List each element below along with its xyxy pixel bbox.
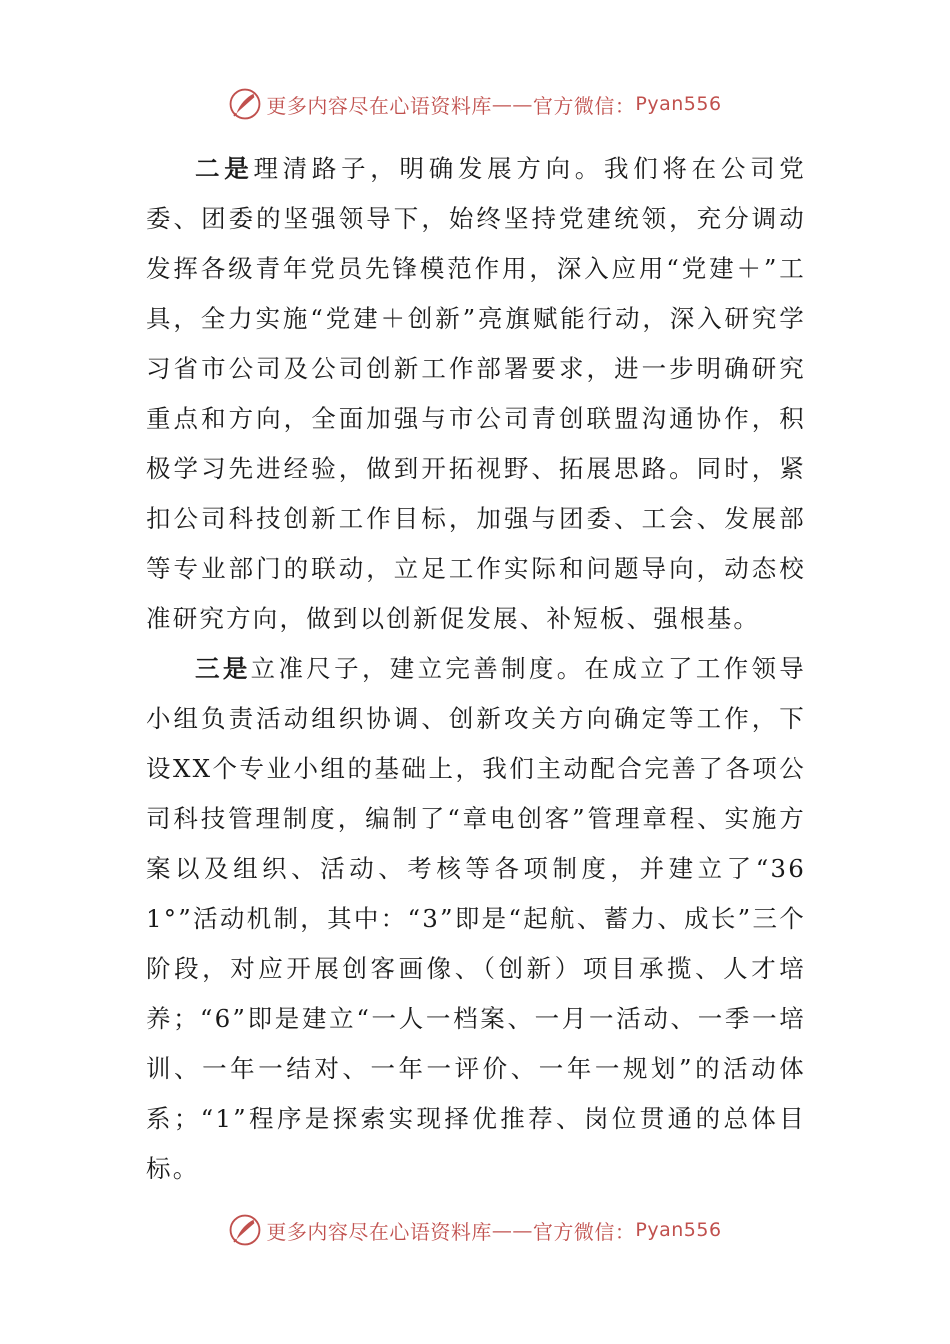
paragraph-1-text: 理清路子，明确发展方向。我们将在公司党委、团委的坚强领导下，始终坚持党建统领，充分调动发挥各级青年党员先锋模范作用，深入应用“党建＋”工具，全力实施“党建＋创新”亮旗赋能行动，深入研究学习省市公司及公司创新工作部署要求，进一步明确研究重点和方向，全面加强与市公司青创联盟沟通协作，积极学习先进经验，做到开拓视野、拓展思路。同时，紧扣公司科技创新工作目标，加强与团委、工会、发展部等专业部门的联动，立足工作实际和问题导向，动态校准研究方向，做到以创新促发展、补短板、强根基。: [146, 154, 806, 633]
watermark-brand: 更多内容尽在心语资料库: [266, 93, 492, 118]
paragraph-2-text: 立准尺子，建立完善制度。在成立了工作领导小组负责活动组织协调、创新攻关方向确定等工作，下设XX个专业小组的基础上，我们主动配合完善了各项公司科技管理制度，编制了“章电创客”管理章程、实施方案以及组织、活动、考核等各项制度，并建立了“361°”活动机制，其中：“3”即是“起航、蓄力、成长”三个阶段，对应开展创客画像、（创新）项目承揽、人才培养；“6”即是建立“一人一档案、一月一活动、一季一培训、一年一结对、一年一评价、一年一规划”的活动体系；“1”程序是探索实现择优推荐、岗位贯通的总体目标。: [146, 654, 807, 1183]
paragraph-1: [146, 144, 806, 644]
watermark-separator: ——: [491, 1218, 533, 1242]
paragraph-1-lead: 二是: [195, 154, 254, 183]
paragraph-2: [146, 644, 806, 1194]
quill-logo-icon: [228, 1213, 262, 1247]
footer-watermark: [0, 1210, 950, 1250]
quill-logo-icon: [228, 87, 262, 121]
watermark-wechat-id: Pyan556: [635, 1219, 722, 1241]
watermark-wechat-label: 官方微信：: [532, 93, 636, 118]
header-watermark: [0, 84, 950, 124]
document-body: [146, 144, 806, 1194]
paragraph-2-lead: 三是: [195, 654, 251, 683]
watermark-wechat-label: 官方微信：: [532, 1219, 636, 1244]
watermark-brand: 更多内容尽在心语资料库: [266, 1219, 492, 1244]
watermark-wechat-id: Pyan556: [635, 93, 722, 115]
watermark-separator: ——: [491, 92, 533, 116]
